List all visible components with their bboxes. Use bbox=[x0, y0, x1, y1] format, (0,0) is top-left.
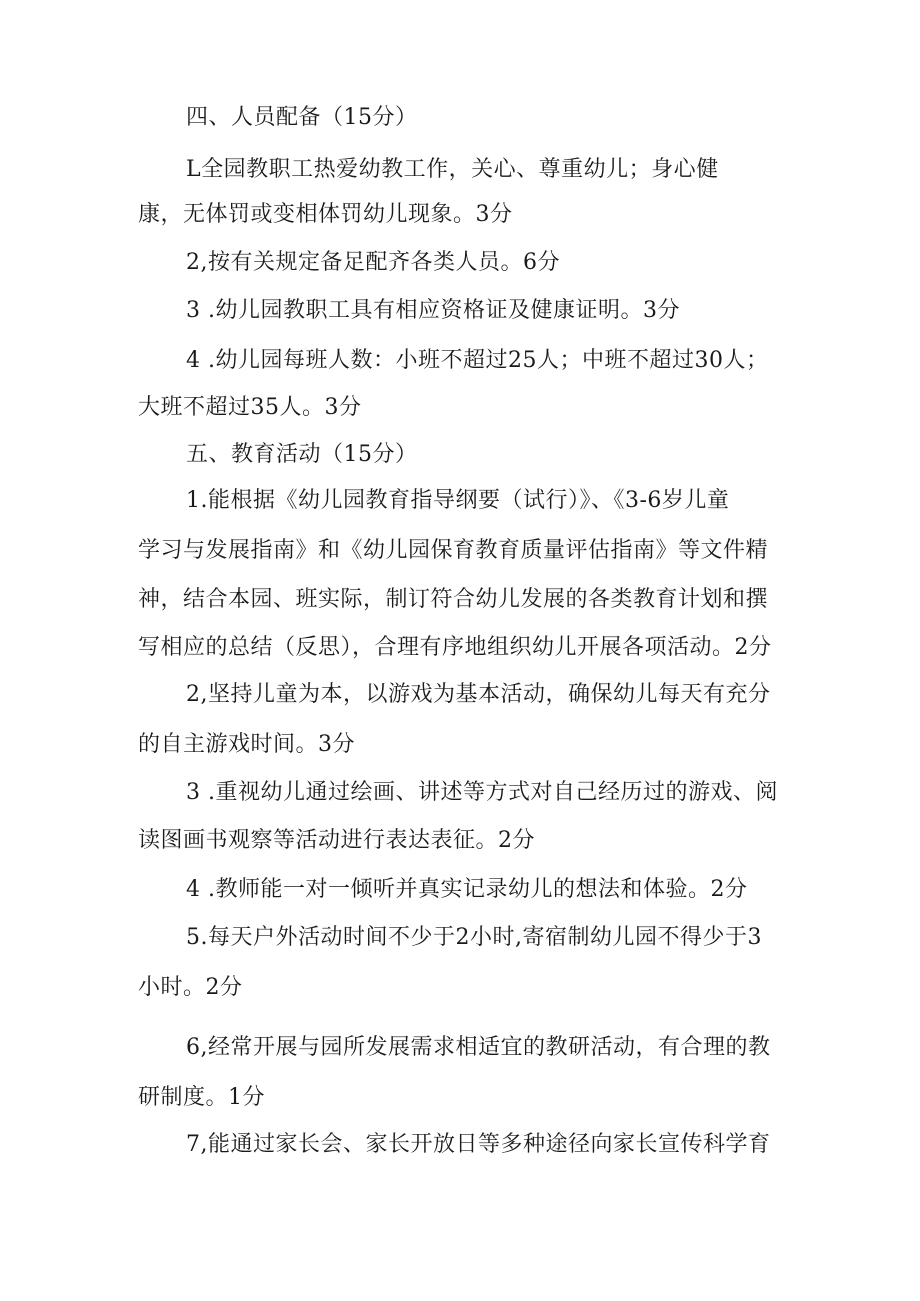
paragraph-line: 5.每天户外活动时间不少于2小时,寄宿制幼儿园不得少于3 bbox=[186, 925, 762, 950]
paragraph-line: 小时。2分 bbox=[138, 975, 243, 1000]
section-heading-education: 五、教育活动（15分） bbox=[186, 442, 418, 467]
paragraph-line: 4 .幼儿园每班人数：小班不超过25人；中班不超过30人； bbox=[186, 348, 769, 373]
paragraph-line: 3 .重视幼儿通过绘画、讲述等方式对自己经历过的游戏、阅 bbox=[186, 780, 778, 805]
paragraph-line: 康，无体罚或变相体罚幼儿现象。3分 bbox=[138, 202, 513, 227]
paragraph-line: 6,经常开展与园所发展需求相适宜的教研活动，有合理的教 bbox=[186, 1035, 771, 1060]
paragraph-line: 神，结合本园、班实际，制订符合幼儿发展的各类教育计划和撰 bbox=[138, 587, 769, 612]
paragraph-line: 3 .幼儿园教职工具有相应资格证及健康证明。3分 bbox=[186, 298, 680, 323]
paragraph-line: 4 .教师能一对一倾听并真实记录幼儿的想法和体验。2分 bbox=[186, 877, 748, 902]
paragraph-line: 7,能通过家长会、家长开放日等多种途径向家长宣传科学育 bbox=[186, 1132, 771, 1157]
paragraph-line: 研制度。1分 bbox=[138, 1085, 265, 1110]
paragraph-line: 写相应的总结（反思），合理有序地组织幼儿开展各项活动。2分 bbox=[138, 635, 772, 660]
paragraph-line: 2,按有关规定备足配齐各类人员。6分 bbox=[186, 250, 560, 275]
paragraph-line: L全园教职工热爱幼教工作，关心、尊重幼儿；身心健 bbox=[186, 157, 719, 182]
paragraph-line: 大班不超过35人。3分 bbox=[138, 395, 362, 420]
paragraph-line: 1.能根据《幼儿园教育指导纲要（试行）》、《3-6岁儿童 bbox=[186, 488, 730, 513]
section-heading-staffing: 四、人员配备（15分） bbox=[186, 105, 418, 130]
paragraph-line: 的自主游戏时间。3分 bbox=[138, 732, 355, 757]
paragraph-line: 2,坚持儿童为本，以游戏为基本活动，确保幼儿每天有充分 bbox=[186, 682, 771, 707]
paragraph-line: 学习与发展指南》和《幼儿园保育教育质量评估指南》等文件精 bbox=[138, 538, 769, 563]
paragraph-line: 读图画书观察等活动进行表达表征。2分 bbox=[138, 828, 535, 853]
